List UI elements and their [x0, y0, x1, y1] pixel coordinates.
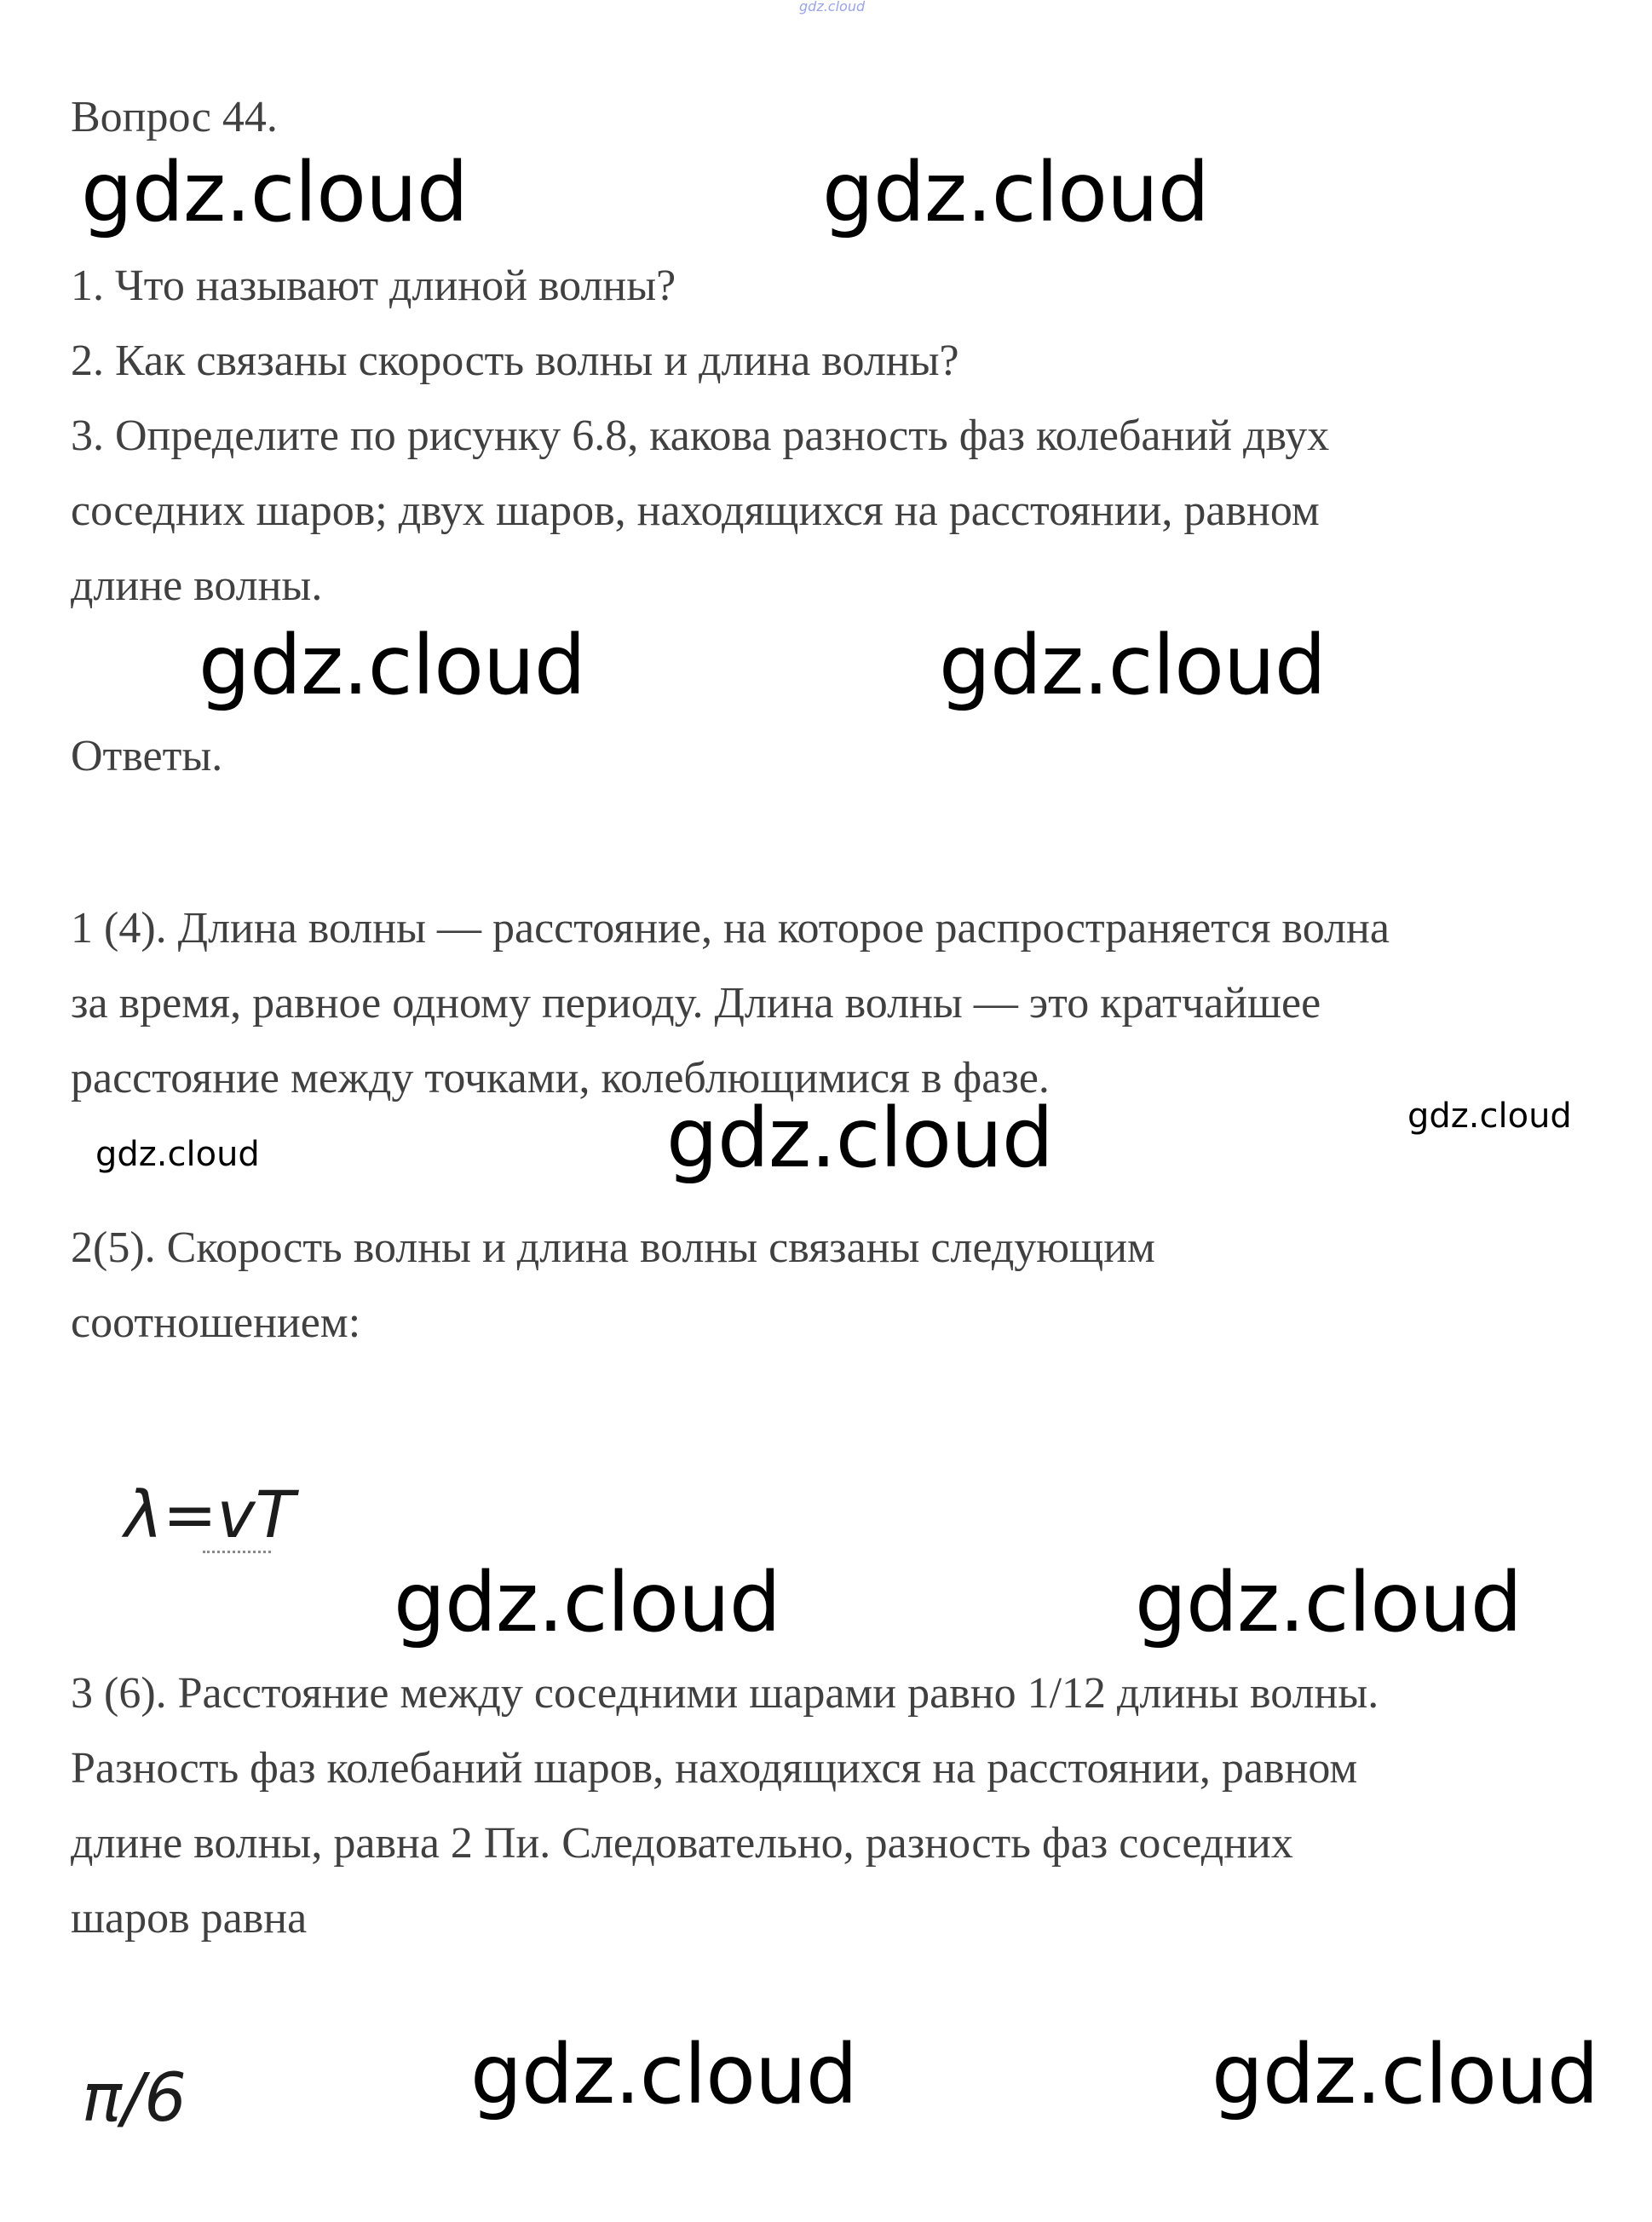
answer-line: 1 (4). Длина волны — расстояние, на которое распространяется волна [71, 904, 1390, 953]
watermark: gdz.cloud [822, 145, 1209, 240]
question-line: 2. Как связаны скорость волны и длина волны? [71, 337, 959, 385]
formula-wavelength: λ=vT [124, 1477, 296, 1552]
question-line: 3. Определите по рисунку 6.8, какова разность фаз колебаний двух [71, 412, 1330, 460]
top-watermark: gdz.cloud [799, 0, 866, 14]
question-title: Вопрос 44. [71, 93, 278, 141]
watermark: gdz.cloud [1135, 1555, 1522, 1650]
watermark: gdz.cloud [394, 1555, 780, 1650]
answers-title: Ответы. [71, 732, 223, 780]
answer-line: за время, равное одному периоду. Длина волны — это кратчайшее [71, 979, 1321, 1028]
answer-line: шаров равна [71, 1894, 308, 1943]
answer-line: соотношением: [71, 1298, 361, 1347]
answer-line: длине волны, равна 2 Пи. Следовательно, разность фаз соседних [71, 1819, 1293, 1868]
watermark: gdz.cloud [1212, 2027, 1598, 2122]
answer-line: 3 (6). Расстояние между соседними шарами равно 1/12 длины волны. [71, 1669, 1379, 1718]
question-line: длине волны. [71, 561, 323, 610]
watermark: gdz.cloud [470, 2027, 857, 2122]
answer-line: 2(5). Скорость волны и длина волны связаны следующим [71, 1223, 1155, 1272]
watermark: gdz.cloud [81, 145, 468, 240]
watermark: gdz.cloud [1407, 1097, 1572, 1136]
watermark: gdz.cloud [199, 618, 585, 713]
answer-line: расстояние между точками, колеблющимися в фазе. [71, 1054, 1050, 1102]
question-line: соседних шаров; двух шаров, находящихся на расстоянии, равном [71, 486, 1320, 535]
answer-line: Разность фаз колебаний шаров, находящихся на расстоянии, равном [71, 1744, 1358, 1793]
watermark: gdz.cloud [95, 1135, 260, 1174]
question-line: 1. Что называют длиной волны? [71, 262, 676, 310]
formula-underline [203, 1551, 271, 1553]
formula-phase-difference: π/6 [82, 2060, 187, 2137]
watermark: gdz.cloud [666, 1091, 1053, 1186]
watermark: gdz.cloud [939, 618, 1326, 713]
